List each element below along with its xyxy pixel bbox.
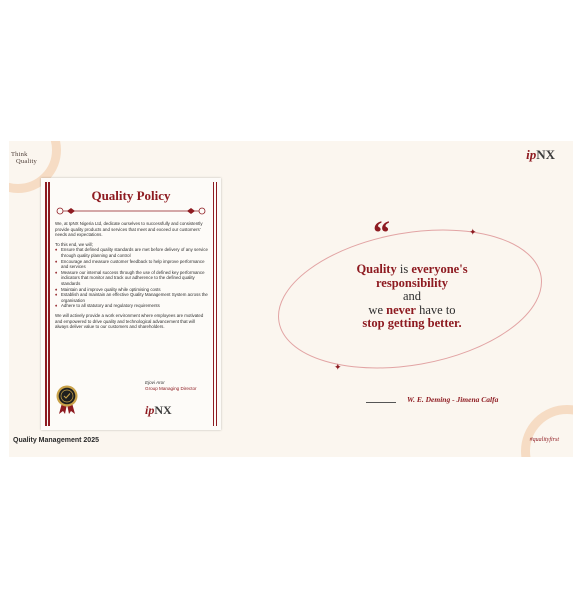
border-line <box>48 182 50 426</box>
sparkle-icon: ✦ <box>469 227 477 237</box>
signer-role: Group Managing Director <box>145 386 197 391</box>
policy-body <box>55 221 209 334</box>
logo-ip: ip <box>145 403 155 417</box>
quote-line4 <box>302 304 522 318</box>
ornament-divider <box>55 206 207 216</box>
quote-word: never <box>386 302 416 317</box>
quality-seal-icon <box>55 385 79 415</box>
policy-list <box>55 247 209 309</box>
think-logo-line2: Quality <box>16 158 37 165</box>
policy-item: ♦ Adhere to all statutory and regulatory requirements <box>55 303 209 309</box>
quote-word: have to <box>415 302 456 317</box>
quote-line5 <box>302 317 522 331</box>
quote-word: is <box>396 262 412 276</box>
logo-nx: NX <box>536 147 555 162</box>
policy-item: ♦ Ensure that defined quality standards are met before delivery of any service through quality planning and control <box>55 247 209 258</box>
quote-word: we <box>368 302 387 317</box>
quote-word: and <box>402 289 422 303</box>
quote-mark-icon: “ <box>373 215 390 252</box>
policy-closing: We will actively provide a work environment where employees are motivated and empowered to drive quality and technological advancement that will always deliver value to our customers and shareholders. <box>55 312 204 330</box>
border-line <box>213 182 215 426</box>
border-line <box>45 182 47 426</box>
ipnx-logo <box>145 403 172 418</box>
policy-title: Quality Policy <box>91 188 171 203</box>
quote-attribution: W. E. Deming - Jimena Calfa <box>407 395 499 404</box>
policy-item: ♦ Encourage and measure customer feedback to help improve performance and services <box>55 259 209 270</box>
quote-line1 <box>302 263 522 277</box>
logo-nx: NX <box>154 403 172 417</box>
quote-line3 <box>302 290 522 304</box>
hashtag: #qualityfirst <box>529 437 559 443</box>
quote-word: everyone's <box>411 262 468 276</box>
quote-word: responsibility <box>375 275 448 290</box>
think-logo-line1: Think <box>11 151 28 158</box>
logo-ip: ip <box>526 147 537 162</box>
border-line <box>216 182 218 426</box>
policy-lead: To this end, we will; <box>55 241 93 247</box>
quality-policy-card <box>41 178 221 430</box>
attribution-divider <box>366 402 396 403</box>
signer-name: Ejovi Aror <box>145 380 165 385</box>
quote-text <box>302 263 522 331</box>
quote-word: Quality <box>356 262 397 276</box>
footer-title: Quality Management 2025 <box>13 437 99 444</box>
signature-block <box>145 380 197 392</box>
quote-line2 <box>302 277 522 291</box>
quote-word: stop getting better. <box>362 316 462 330</box>
policy-intro: We, at IpNX Nigeria Ltd, dedicate ourselves to successfully and consistently provide quality products and services that meet and exceed our customers' needs and expectations. <box>55 221 203 238</box>
sparkle-icon: ✦ <box>334 362 342 372</box>
think-quality-logo <box>11 151 37 165</box>
ipnx-logo <box>526 147 555 163</box>
corner-arc-decoration <box>521 405 573 457</box>
policy-item: ♦ Establish and maintain an effective Quality Management System across the organisation <box>55 292 209 303</box>
policy-item: ♦ Maintain and improve quality while optimising costs <box>55 287 209 293</box>
slide <box>9 141 573 457</box>
policy-item: ♦ Measure our internal success through the use of defined key performance indicators that monitor and track our adherence to the defined quality standards <box>55 270 209 287</box>
